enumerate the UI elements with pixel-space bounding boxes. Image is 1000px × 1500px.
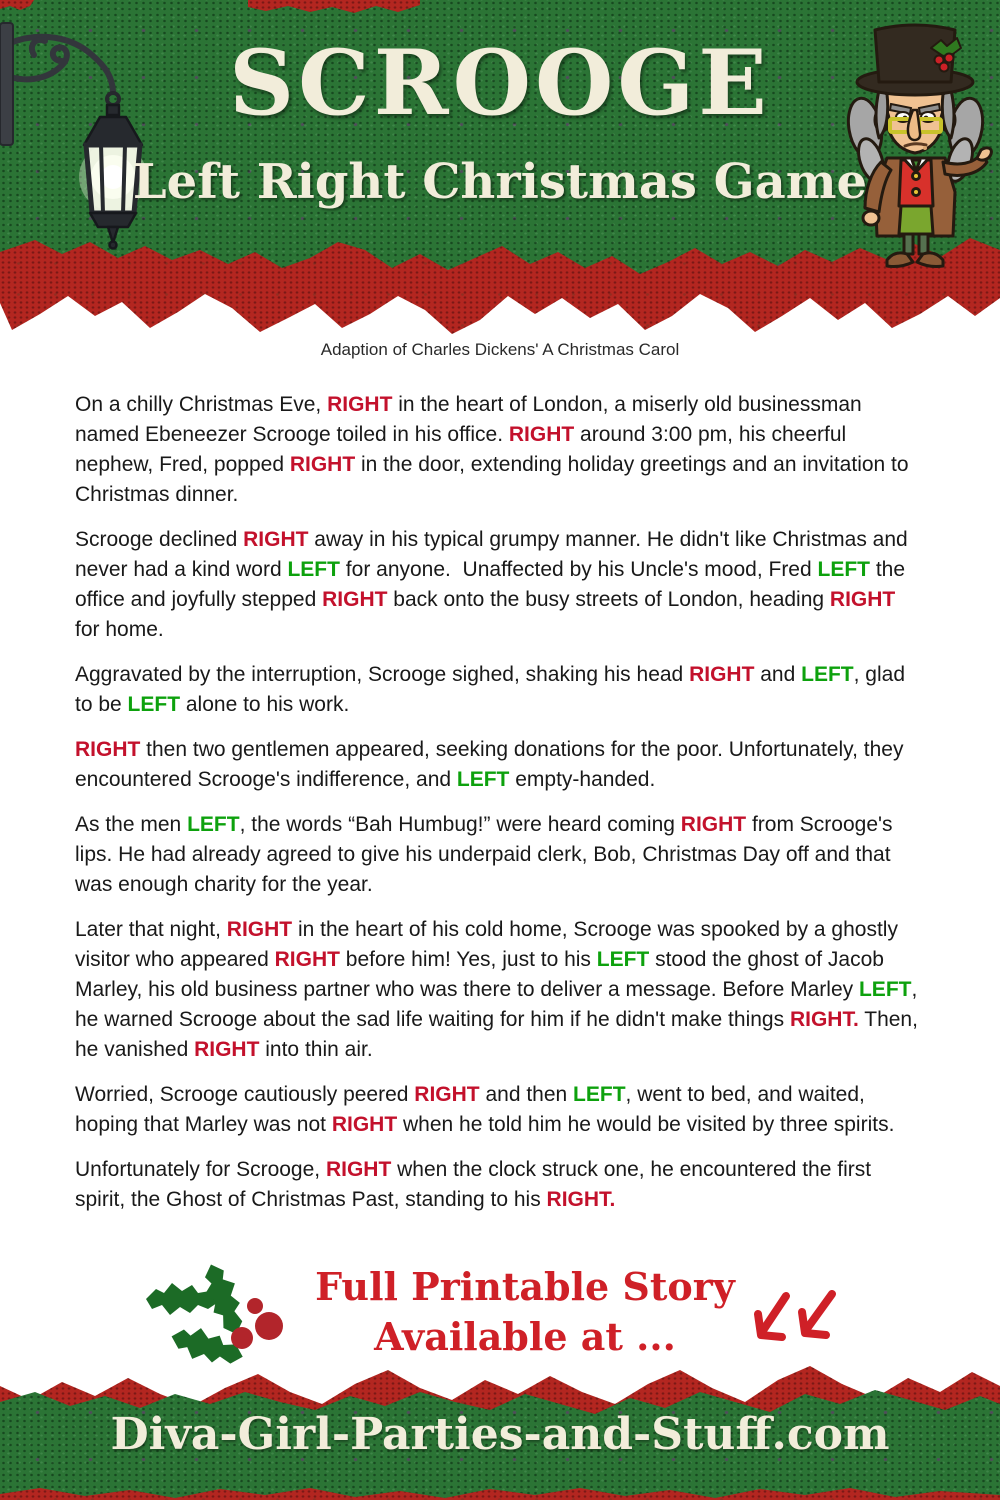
story-text: in the heart of his cold home, Scrooge was spooked by a ghostly visitor who appeared xyxy=(75,918,898,971)
promo-line-1: Full Printable Story xyxy=(315,1264,735,1309)
story-text: Later that night, xyxy=(75,918,227,941)
right-word: RIGHT xyxy=(689,663,755,686)
story-text: back onto the busy streets of London, heading xyxy=(387,588,830,611)
left-word: LEFT xyxy=(801,663,854,686)
story-text: Then, he vanished xyxy=(75,1008,918,1061)
page-title: SCROOGE xyxy=(229,30,771,136)
left-word: LEFT xyxy=(596,948,650,971)
right-word: RIGHT xyxy=(508,423,575,446)
promo-line-2: Available at ... xyxy=(374,1314,676,1359)
right-word: RIGHT xyxy=(325,1158,392,1181)
right-word: RIGHT xyxy=(322,588,388,611)
right-word: RIGHT xyxy=(274,948,340,971)
story-text: before him! Yes, just to his xyxy=(339,948,597,971)
story-text: , he warned Scrooge about the sad life waiting for him if he didn't make things xyxy=(75,978,918,1031)
right-word: RIGHT xyxy=(226,918,293,941)
story-text: into thin air. xyxy=(259,1038,373,1061)
story-text: away in his typical grumpy manner. He didn't like Christmas and never had a kind word xyxy=(75,528,908,581)
story-text: On a chilly Christmas Eve, xyxy=(75,393,328,416)
right-word: RIGHT xyxy=(75,738,141,761)
story-paragraph xyxy=(75,915,925,1065)
story-paragraph xyxy=(75,735,925,795)
down-left-arrows-icon xyxy=(750,1290,850,1352)
story-text: in the heart of London, a miserly old businessman named Ebeneezer Scrooge toiled in his office. xyxy=(75,393,862,446)
adaption-line: Adaption of Charles Dickens' A Christmas Carol xyxy=(320,340,680,359)
story-paragraph xyxy=(75,1155,925,1215)
story-text: Unfortunately for Scrooge, xyxy=(75,1158,326,1181)
right-word: RIGHT xyxy=(680,813,747,836)
right-word: RIGHT xyxy=(194,1038,260,1061)
story-text: when he told him he would be visited by three spirits. xyxy=(397,1113,895,1136)
story-text: Aggravated by the interruption, Scrooge sighed, shaking his head xyxy=(75,663,690,686)
right-word: RIGHT xyxy=(327,393,393,416)
right-word: RIGHT xyxy=(331,1113,398,1136)
story-paragraph xyxy=(75,660,925,720)
right-word: RIGHT xyxy=(289,453,356,476)
story-paragraph xyxy=(75,810,925,900)
story-text: stood the ghost of Jacob Marley, his old business partner who was there to deliver a message. Before Marley xyxy=(75,948,884,1001)
left-word: LEFT xyxy=(817,558,871,581)
story-text: alone to his work. xyxy=(180,693,350,716)
story-text: and then xyxy=(479,1083,574,1106)
story-paragraph xyxy=(75,1080,925,1140)
story-text: , the words “Bah Humbug!” were heard coming xyxy=(239,813,681,836)
story-text: empty-handed. xyxy=(509,768,656,791)
story-text: around 3:00 pm, his cheerful nephew, Fred, popped xyxy=(75,423,847,476)
left-word: LEFT xyxy=(456,768,510,791)
story-text: in the door, extending holiday greetings and an invitation to Christmas dinner. xyxy=(75,453,909,506)
right-word: RIGHT. xyxy=(789,1008,859,1031)
left-word: LEFT xyxy=(187,813,240,836)
story-text: for anyone. Unaffected by his Uncle's mood, Fred xyxy=(339,558,818,581)
story-text: , went to bed, and waited, hoping that Marley was not xyxy=(75,1083,865,1136)
story-text: Worried, Scrooge cautiously peered xyxy=(75,1083,415,1106)
left-word: LEFT xyxy=(287,558,340,581)
left-word: LEFT xyxy=(858,978,912,1001)
left-word: LEFT xyxy=(127,693,181,716)
right-word: RIGHT. xyxy=(546,1188,616,1211)
story-paragraph xyxy=(75,525,925,645)
story-text: from Scrooge's lips. He had already agreed to give his underpaid clerk, Bob, Christmas Day off and that was enough charity for the year. xyxy=(75,813,893,896)
story-text: and xyxy=(754,663,802,686)
right-word: RIGHT xyxy=(829,588,896,611)
right-word: RIGHT xyxy=(414,1083,480,1106)
story-text: when the clock struck one, he encountered the first spirit, the Ghost of Christmas Past, standing to his xyxy=(75,1158,872,1211)
story-text: As the men xyxy=(75,813,188,836)
story-paragraphs xyxy=(75,390,925,1230)
story-text: Scrooge declined xyxy=(75,528,244,551)
story-text: then two gentlemen appeared, seeking donations for the poor. Unfortunately, they encountered Scrooge's indifference, and xyxy=(75,738,904,791)
story-text: for home. xyxy=(75,618,164,641)
story-paragraph xyxy=(75,390,925,510)
story-text: the office and joyfully stepped xyxy=(75,558,906,611)
right-word: RIGHT xyxy=(243,528,309,551)
promo-text xyxy=(255,1262,795,1362)
page-subtitle: Left Right Christmas Game xyxy=(132,154,868,210)
left-word: LEFT xyxy=(573,1083,626,1106)
website-text: Diva-Girl-Parties-and-Stuff.com xyxy=(110,1409,890,1460)
story-text: , glad to be xyxy=(75,663,905,716)
